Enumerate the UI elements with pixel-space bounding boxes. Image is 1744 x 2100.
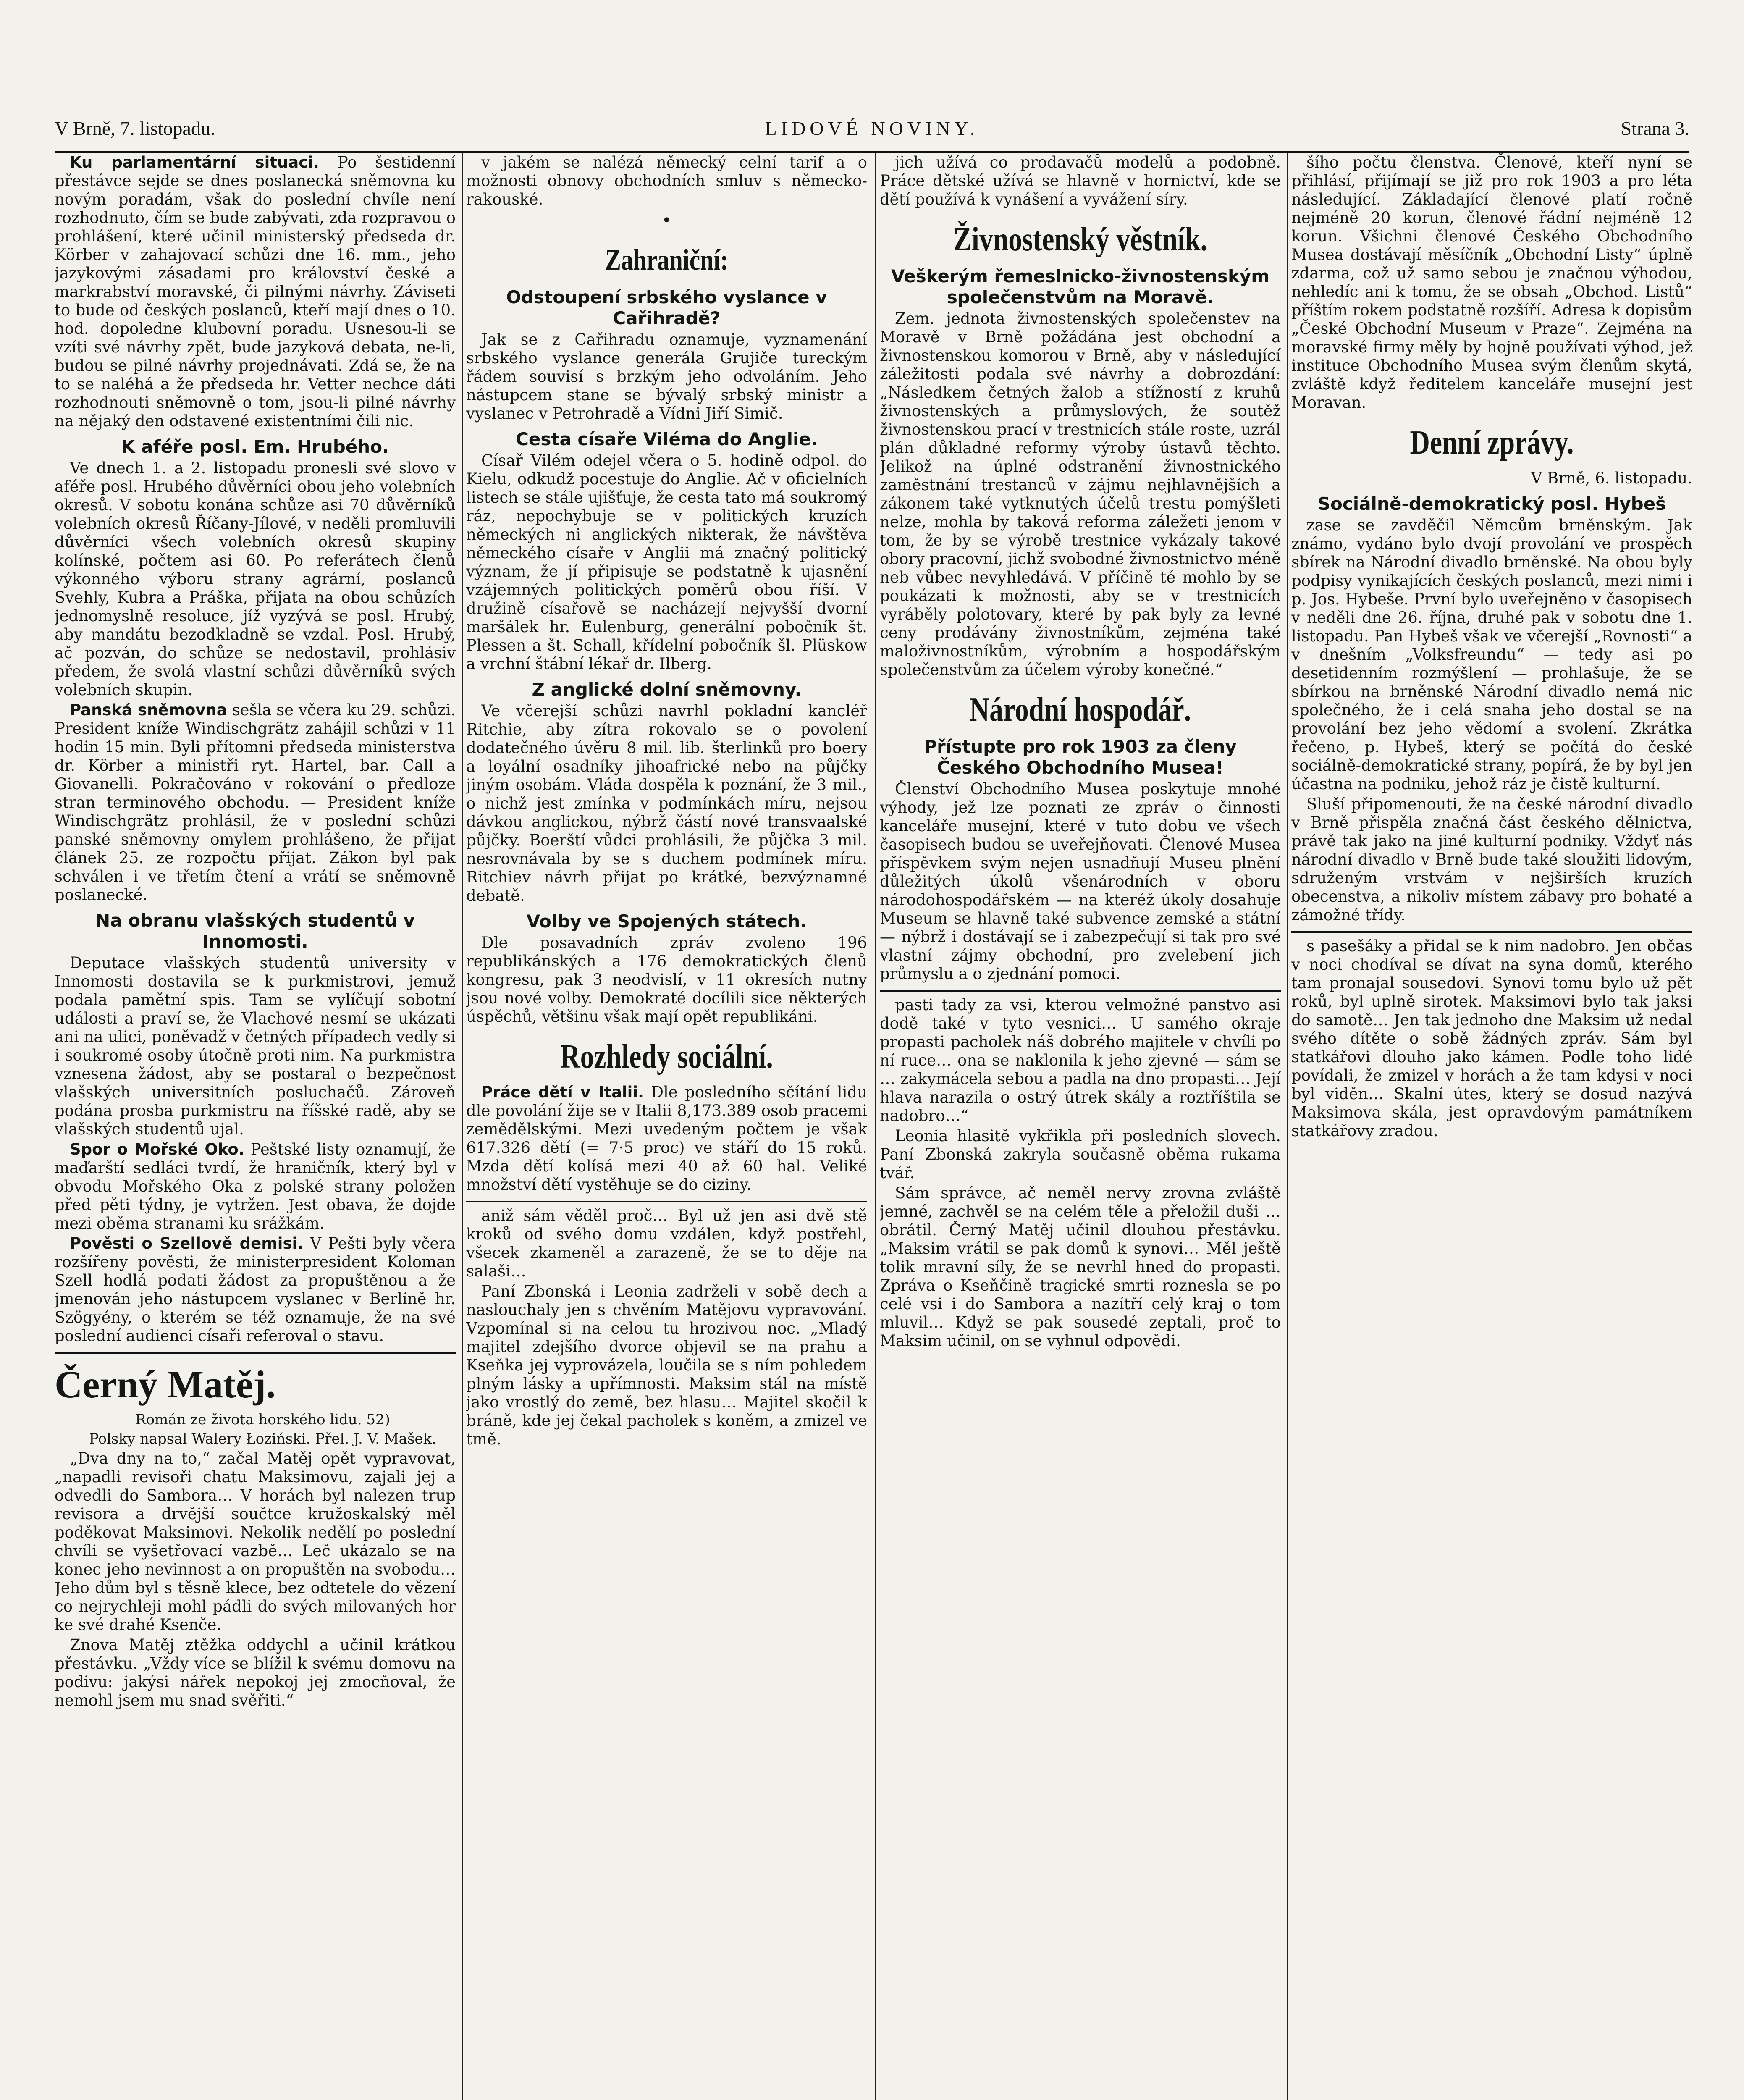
section-rule	[880, 990, 1281, 992]
column-2	[466, 153, 867, 2100]
header-date: V Brně, 7. listopadu.	[55, 118, 215, 139]
column-1	[55, 153, 456, 2100]
article-text: sešla se včera ku 29. schůzi. President kníže Windischgrätz zahájil schůzi v 11 hodin 15 min. Byli přítomni předseda ministerstva dr. Körber a ministři ryt. Hartel, bar. Call a Giovanelli. Pokračováno v rokování o předloze stran terminového obchodu. — President kníže Windischgrätz prohlásil, že v poslední schůzi panské sněmovny omylem prohlášeno, že přijat článek 25. ze rozpočtu přijat. Zákon byl pak schválen i ve třetím čtení a vrátí se sněmovně poslanecké.	[55, 701, 456, 904]
article-heading: Panská sněmovna	[70, 701, 227, 719]
article-text: Sluší připomenouti, že na české národní divadlo v Brně přispěla značná část českého dělnictva, právě tak jako na jiné kulturní podniky. Vždyť nás národní divadlo v Brně bude také sloužiti lidovým, sdruženým vrstvám v nejširších kruzích obecenstva, a nikoliv místem zábavy pro bohaté a zámožné třídy.	[1291, 795, 1692, 924]
article-text: Deputace vlašských studentů university v Innomosti dostavila se k purkmistrovi, jemuž podala pamětní spis. Tam se vylíčují sobotní události a praví se, že Vlachové nesmí se ukázati ani na ulici, poněvadž v četných případech vedly si i soukromé osoby útočně proti nim. Na purkmistra vznesena žádost, aby se postaral o bezpečnost vlašských universitních posluchačů. Zároveň podána prosba purkmistru na říšské radě, aby se vlašských studentů ujal.	[55, 954, 456, 1138]
article-heading: Ku parlamentární situaci.	[70, 153, 319, 171]
serial-text: Znova Matěj ztěžka oddychl a učinil krátkou přestávku. „Vždy více se blížil k svému domovu na podivu: jakýsi nářek nepokoj jej zmocňoval, že nemohl jsem mu snad svěřiti.“	[55, 1636, 456, 1709]
section-title-trade: Živnostenský věstník.	[953, 221, 1208, 258]
section-title-daily: Denní zprávy.	[1410, 424, 1574, 461]
section-rule	[466, 1201, 867, 1202]
article-text: Císař Vilém odejel včera o 5. hodině odpol. do Kielu, odkudž pocestuje do Anglie. Ač v oficielních listech se stále ujišťuje, že cesta tato má soukromý ráz, nepochybuje se v politických kruzích německých ni anglických nikterak, že návštěva německého císaře v Anglii má značný politický význam, že jí připisuje se podstatně k ujasnění vzájemných politických poměrů obou říší. V družině císařově se nacházejí nejvyšší dvorní maršálek hr. Eulenburg, generální pobočník št. Plessen a št. Schall, křídelní pobočník šl. Plüskow a vrchní štábní lékař dr. Ilberg.	[466, 452, 867, 673]
article-heading: Spor o Mořské Oko.	[70, 1140, 244, 1158]
article-text: Peštské listy oznamují, že maďarští sedláci tvrdí, že hraničník, který byl v obvodu Mořského Oka z polské strany položen před pěti týdny, je vytržen. Jest obava, že dojde mezi oběma stranami ku srážkám.	[55, 1140, 456, 1232]
article-heading: Veškerým řemeslnicko-živnostenským společenstvům na Moravě.	[891, 266, 1270, 307]
dateline: V Brně, 6. listopadu.	[1531, 469, 1692, 487]
article-heading: Z anglické dolní sněmovny.	[532, 679, 802, 700]
article-text: Dle posavadních zpráv zvoleno 196 republikánských a 176 demokratických členů kongresu, pak 3 neodvislí, v 11 okresích nutny jsou nové volby. Demokraté docílili sice některých úspěchů, většinu však mají opět republikáni.	[466, 934, 867, 1026]
article-heading: Cesta císaře Viléma do Anglie.	[516, 429, 818, 449]
serial-text: Leonia hlasitě vykřikla při posledních slovech. Paní Zbonská zakryla současně oběma rukama tvář.	[880, 1127, 1281, 1182]
column-divider	[1287, 153, 1288, 2100]
column-4	[1291, 153, 1692, 2100]
article-heading: Volby ve Spojených státech.	[526, 911, 807, 932]
section-title-social: Rozhledy sociální.	[560, 1038, 773, 1075]
article-text: Ve dnech 1. a 2. listopadu pronesli své slovo v aféře posl. Hrubého důvěrníci obou jeho volebních okresů. V sobotu konána schůze asi 70 důvěrníků volebních okresů Říčany-Jílové, v neděli promluvili důvěrníci všech volebních okresů skupiny kolínské, počtem asi 60. Po referátech členů výkonného výboru strany agrární, poslanců Svehly, Kubra a Práška, přijata na obou schůzích jednomyslně resoluce, jíž vyzývá se posl. Hrubý, aby mandátu bezodkladně se vzdal. Posl. Hrubý, ač pozván, do schůze se nedostavil, prohlásiv předem, že svolá vlastní schůzi důvěrníků svých volebních skupin.	[55, 459, 456, 699]
article	[55, 701, 456, 904]
article-heading: Pověsti o Szellově demisi.	[70, 1234, 304, 1252]
column-divider	[875, 153, 876, 2100]
article-text: Jak se z Cařihradu oznamuje, vyznamenání srbského vyslance generála Grujiče tureckým řádem souvisí s brzkým jeho odvoláním. Jeho nástupcem stane se bývalý srbský ministr a vyslanec v Petrohradě a Vídni Jiří Simič.	[466, 331, 867, 423]
serial-text: s pasešáky a přidal se k nim nadobro. Jen občas v noci chodíval se dívat na syna domů, kterého tam pronajal sousedovi. Synovi tomu bylo už pět roků, byl uplně sirotek. Maksimovi bylo tak jaksi do samotě… Jen tak jednoho dne Maksim už nedal svého dítěte o sobě žádných zpráv. Sám byl statkářovi dlouho jako kámen. Podle toho lidé povídali, že zmizel v horách a že tam kdysi v noci byl viděn… Skalní útes, který se dosud nazývá Maksimova skála, jest opravdovým památníkem statkářovy zradou.	[1291, 937, 1692, 1140]
article-heading: Práce dětí v Italii.	[481, 1083, 644, 1101]
article-text: šího počtu členstva. Členové, kteří nyní se přihlásí, přijímají se již pro rok 1903 a pro léta následující. Základající členové platí ročně nejméně 20 korun, členové řádní nejméně 12 korun. Všichni členové Českého Obchodního Musea dostávají měsíčník „Obchodní Listy“ úplně zdarma, což už samo sebou je značnou výhodou, nehledíc ani k tomu, že se obsah „Obchod. Listů“ příštím rokem podstatně rozšíří. Adresa k dopisům „České Obchodní Museum v Praze“. Zejména na moravské firmy měly by hojně používati výhod, jež instituce Obchodního Musea svým členům skytá, zvláště když ředitelem kanceláře musejní jest Moravan.	[1291, 153, 1692, 412]
article-heading: K aféře posl. Em. Hrubého.	[121, 436, 389, 457]
serial-text: Paní Zbonská i Leonia zadrželi v sobě dech a naslouchaly jen s chvěním Matějovu vypravování. Vzpomínal si na celou tu hrozivou noc. „Mladý majitel zdejšího dvorce objevil se na prahu a Kseňka jej vyprovázela, loučila se s ním pohledem plným lásky a upřímnosti. Maksim stál na místě jako vrostlý do země, bez hlasu… Majitel skočil k bráně, kde jej čekal pacholek s koněm, a zmizel ve tmě.	[466, 1282, 867, 1448]
article-text: Členství Obchodního Musea poskytuje mnohé výhody, jež lze poznati ze zpráv o činnosti kanceláře musejní, které v tuto dobu ve všech časopisech budou se uveřejňovati. Členové Musea příspěvkem svým nejen usnadňují Museu plnění důležitých úkolů všenárodních v oboru národohospodářském — na kteréž úkoly dosahuje Museum se hlavně také subvence zemské a státní — nýbrž i dostávají se i zabezpečují si tak pro své vlastní zájmy obchodní, pro zvelebení jich průmyslu a o zjednání pomoci.	[880, 780, 1281, 983]
article-text: Po šestidenní přestávce sejde se dnes poslanecká sněmovna ku novým poradám, však do poslední chvíle není rozhodnuto, čím se bude zabývati, zda rozpravou o prohlášení, které učinil ministerský předseda dr. Körber v zahajovací schůzi dne 16. mm., jeho jazykovými zásadami pro království české a markrabství moravské, či pilnými návrhy. Záviseti to bude od českých poslanců, kteří mají dnes o 10. hod. dopoledne klubovní poradu. Usnesou-li se vzíti své návrhy zpět, bude jazyková debata, ne-li, budou se pilné návrhy projednávati. Zdá se, že na to se naléhá a že předseda hr. Vetter nechce dáti rozhodnouti sněmovně o tom, jsou-li pilné návrhy na nějaký den odstavené existentními čili nic.	[55, 153, 456, 430]
article-heading: Sociálně-demokratický posl. Hybeš	[1317, 494, 1666, 514]
article	[466, 1083, 867, 1194]
article-text: jich užívá co prodavačů modelů a podobně. Práce dětské užívá se hlavně v hornictví, kde se dětí používá k vynášení a vyvážení síry.	[880, 153, 1281, 208]
header-page-number: Strana 3.	[1621, 118, 1689, 139]
section-rule	[55, 1352, 456, 1354]
serial-text: aniž sám věděl proč… Byl už jen asi dvě stě kroků od svého domu vzdálen, když postřehl, všecek zkameněl a zarazeně, že se to děje na salaši…	[466, 1207, 867, 1280]
article-text: Ve včerejší schůzi navrhl pokladní kancléř Ritchie, aby zítra rokovalo se o povolení dodatečného úvěru 8 mil. lib. šterlinků pro boery a loyální osadníky jihoafrické nebo na půjčky jiným osobám. Vláda dospěla k poznání, že 3 mil., o nichž jest zmínka v podmínkách míru, nejsou dávkou anglickou, nýbrž částí nové transvaalské půjčky. Boerští vůdci prohlásili, že půjčka 3 mil. nesrovnávala by se s duchem podmínek míru. Ritchiev návrh přijat po krátké, bezvýznamné debatě.	[466, 702, 867, 905]
separator-dot: •	[661, 211, 672, 230]
serial-translator: Polsky napsal Walery Łoziński. Přel. J. V. Mašek.	[89, 1431, 436, 1447]
serial-text: Sám správce, ač neměl nervy zrovna zvláště jemné, zachvěl se na celém těle a přeložil duši … obrátil. Černý Matěj učinil dlouhou přestávku. „Maksim vrátil se pak domů k synovi… Měl ještě tolik mravní síly, že se nevrhl hned do propasti. Zpráva o Kseňčině tragické smrti roznesla se po celé vsi i do Sambora a nazítří celý kraj o tom mluvil… Když se pak sousedé zeptali, proč to Maksim učinil, on se vyhnul odpovědi.	[880, 1184, 1281, 1350]
article-heading: Přístupte pro rok 1903 za členy Českého Obchodního Musea!	[924, 736, 1237, 778]
serial-title: Černý Matěj.	[55, 1363, 276, 1406]
article	[55, 1234, 456, 1345]
section-title-economy: Národní hospodář.	[969, 691, 1191, 728]
article-text: V Pešti byly včera rozšířeny pověsti, že ministerpresident Koloman Szell hodlá podati žádost za propuštěnou a že jmenován jeho nástupcem vyslanec v Berlíně hr. Szögyény, o kterém se též oznamuje, že na své poslední audienci císaři referoval o stavu.	[55, 1234, 456, 1345]
column-divider	[462, 153, 463, 2100]
article-text: Dle posledního sčítání lidu dle povolání žije se v Italii 8,173.389 osob pracemi zemědělskými. Mezi uvedeným počtem je však 617.326 dětí (= 7·5 proc) ve stáří do 15 roků. Mzda dětí kolísá mezi 40 až 60 hal. Veliké množství dětí vystěhuje se do ciziny.	[466, 1083, 867, 1194]
header-masthead: LIDOVÉ NOVINY.	[765, 118, 979, 139]
section-title-foreign: Zahraniční:	[605, 244, 729, 276]
article	[55, 1140, 456, 1233]
article-heading: Odstoupení srbského vyslance v Cařihradě?	[506, 287, 827, 328]
section-rule	[1291, 931, 1692, 933]
serial-subtitle: Román ze života horského lidu. 52)	[135, 1411, 390, 1428]
article-text: v jakém se nalézá německý celní tarif a o možnosti obnovy obchodních smluv s německo-rakouské.	[466, 153, 867, 208]
article-text: Zem. jednota živnostenských společenstev na Moravě v Brně požádána jest obchodní a živnostenskou komorou v Brně, aby v následující záležitosti podala své návrhy a dobrozdání: „Následkem četných žalob a stížností z kruhů živnostenských a průmyslových, že soutěž živnostenskou prací v trestnicích stále roste, uzrál plán důkladné reformy výroby ústavů těchto. Jelikož na úplné odstranění živnostnického zaměstnání trestanců v zájmu nejhlavnějších a zákonem také vytknutých účelů trestu pomýšleti nelze, mohla by taková reforma záležeti jenom v tom, že by se výrobě trestnice vykázaly takové obory pracovní, jichž svobodné živnostnictvo méně neb vůbec nevyhledává. V příčině té mohlo by se poukázati k možnosti, aby se v trestnicích vyráběly polotovary, které by pak byly za levné ceny prodávány živnostníkům, zejména také maloživnostníkům, výrobním a hospodářským společenstvům za účelem výroby konečné.“	[880, 310, 1281, 679]
serial-text: pasti tady za vsi, kterou velmožné panstvo asi dodě také v tyto vesnici… U samého okraje propasti pacholek náš dobrého majitele v chvíli po ní ruce… ona se naklonila k jeho zjevné — sám se … zakymácela sebou a padla na dno propasti… Její hlava narazila o ostrý útrek skály a roztříštila se nadobro…“	[880, 996, 1281, 1125]
column-3	[880, 153, 1281, 2100]
serial-text: „Dva dny na to,“ začal Matěj opět vypravovat, „napadli revisoři chatu Maksimovu, zajali jej a odvedli do Sambora… V horách byl nalezen trup revisora a drvější součtce kružoskalský měl poděkovat Maksimovi. Nekolik nedělí po poslední chvíli se vyšetřovací vazbě… Leč ukázalo se na konec jeho nevinnost a on propuštěn na svobodu… Jeho dům byl s těsně klece, bez odtetele do vězení co nejrychleji mohl pádli do svých milovaných hor ke své drahé Ksenče.	[55, 1449, 456, 1634]
article-text: zase se zavděčil Němcům brněnským. Jak známo, vydáno bylo dvojí provolání ve prospěch sbírek na Národní divadlo brněnské. Na obou byly podpisy vynikajících českých poslanců, mezi nimi i p. Jos. Hybeše. První bylo uveřejněno v časopisech v neděli dne 26. října, druhé pak v sobotu dne 1. listopadu. Pan Hybeš však ve včerejší „Rovnosti“ a v dnešním „Volksfreundu“ — tedy asi po desetidenním rozmýšlení — prohlašuje, že se sbírkou na brněnské Národní divadlo nemá nic společného, že i celá snaha jeho dostal se na provolání bez jeho vědomí a svolení. Zkrátka řečeno, p. Hybeš, který se počítá do české sociálně-demokratické strany, popírá, že by byl jen účastna na podniku, jehož ráz je čistě kulturní.	[1291, 516, 1692, 793]
page-header	[55, 105, 1689, 151]
article-heading: Na obranu vlašských studentů v Innomosti.	[95, 910, 415, 952]
article	[55, 153, 456, 430]
